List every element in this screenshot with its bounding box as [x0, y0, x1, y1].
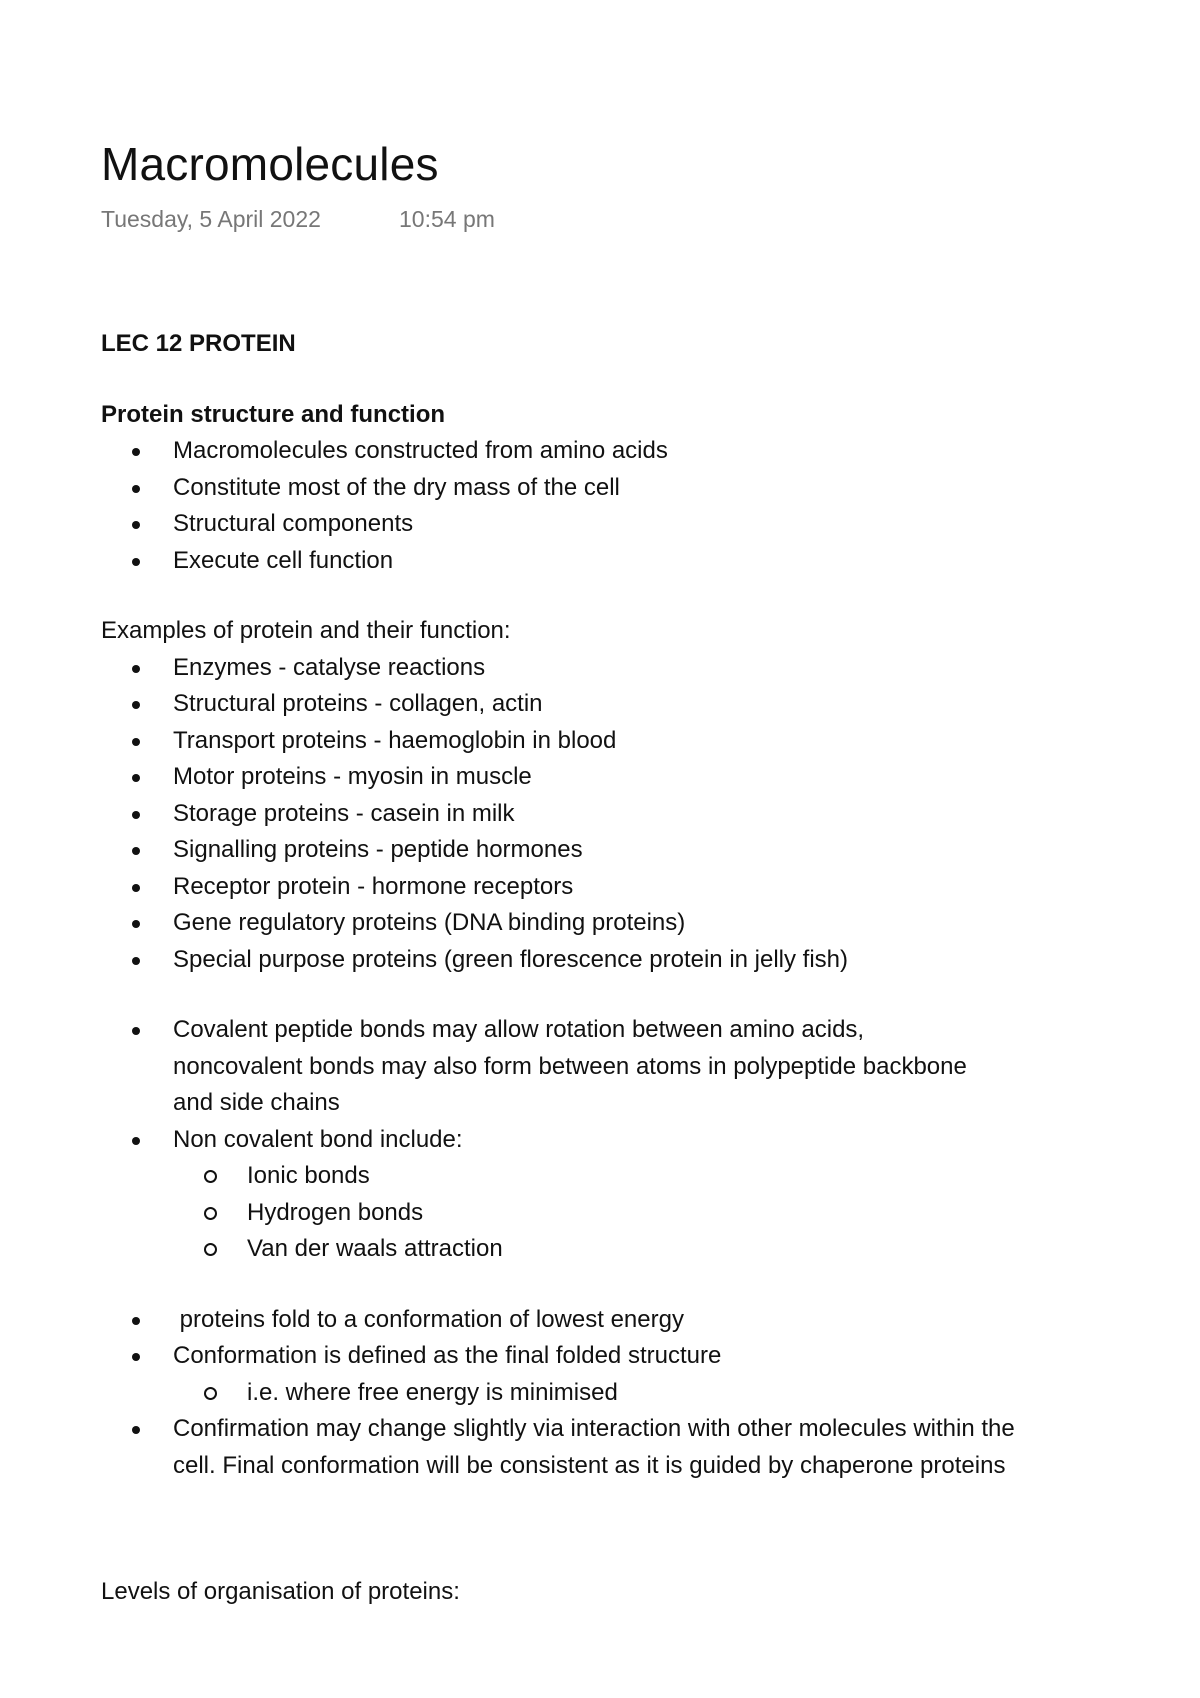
lecture-heading: LEC 12 PROTEIN — [101, 330, 296, 357]
spacer — [101, 363, 1101, 397]
list-item: Gene regulatory proteins (DNA binding proteins) — [101, 905, 1101, 942]
bullet-list — [101, 1302, 1101, 1485]
list-item: Special purpose proteins (green florescence protein in jelly fish) — [101, 942, 1101, 979]
sub-list-item: Ionic bonds — [101, 1158, 1101, 1195]
list-item: Signalling proteins - peptide hormones — [101, 832, 1101, 869]
bullet-list — [101, 1012, 1101, 1268]
list-item: Structural components — [101, 506, 1101, 543]
list-item: Non covalent bond include: — [101, 1122, 1101, 1159]
spacer — [101, 978, 1101, 1012]
list-item: Enzymes - catalyse reactions — [101, 650, 1101, 687]
page-title: Macromolecules — [101, 138, 439, 190]
list-item: proteins fold to a conformation of lowest energy — [101, 1302, 1101, 1339]
list-item: Storage proteins - casein in milk — [101, 796, 1101, 833]
list-item: Motor proteins - myosin in muscle — [101, 759, 1101, 796]
spacer — [101, 579, 1101, 613]
cut-off-line — [101, 1570, 1001, 1605]
bullet-list — [101, 433, 1101, 579]
spacer — [101, 1268, 1101, 1302]
page-date: Tuesday, 5 April 2022 — [101, 206, 321, 232]
list-item: Transport proteins - haemoglobin in blood — [101, 723, 1101, 760]
page-meta — [101, 204, 495, 234]
list-item: Constitute most of the dry mass of the cell — [101, 470, 1101, 507]
page-time: 10:54 pm — [399, 206, 495, 232]
sub-list-item: Van der waals attraction — [101, 1231, 1101, 1268]
list-item: Structural proteins - collagen, actin — [101, 686, 1101, 723]
sub-list-item: i.e. where free energy is minimised — [101, 1375, 1101, 1412]
list-item: Confirmation may change slightly via interaction with other molecules within the cell. Final conformation will be consistent as it is guided by chaperone proteins — [101, 1411, 1033, 1484]
note-content — [101, 326, 1101, 1484]
list-item: Macromolecules constructed from amino acids — [101, 433, 1101, 470]
list-item: Covalent peptide bonds may allow rotation between amino acids, noncovalent bonds may also form between atoms in polypeptide backbone and side chains — [101, 1012, 993, 1122]
cut-off-text: Levels of organisation of proteins: — [101, 1578, 460, 1605]
list-item: Execute cell function — [101, 543, 1101, 580]
bullet-list — [101, 650, 1101, 979]
section-heading: Protein structure and function — [101, 400, 446, 428]
list-item: Conformation is defined as the final folded structure — [101, 1338, 1101, 1375]
section-intro: Examples of protein and their function: — [101, 617, 511, 644]
list-item: Receptor protein - hormone receptors — [101, 869, 1101, 906]
sub-list-item: Hydrogen bonds — [101, 1195, 1101, 1232]
